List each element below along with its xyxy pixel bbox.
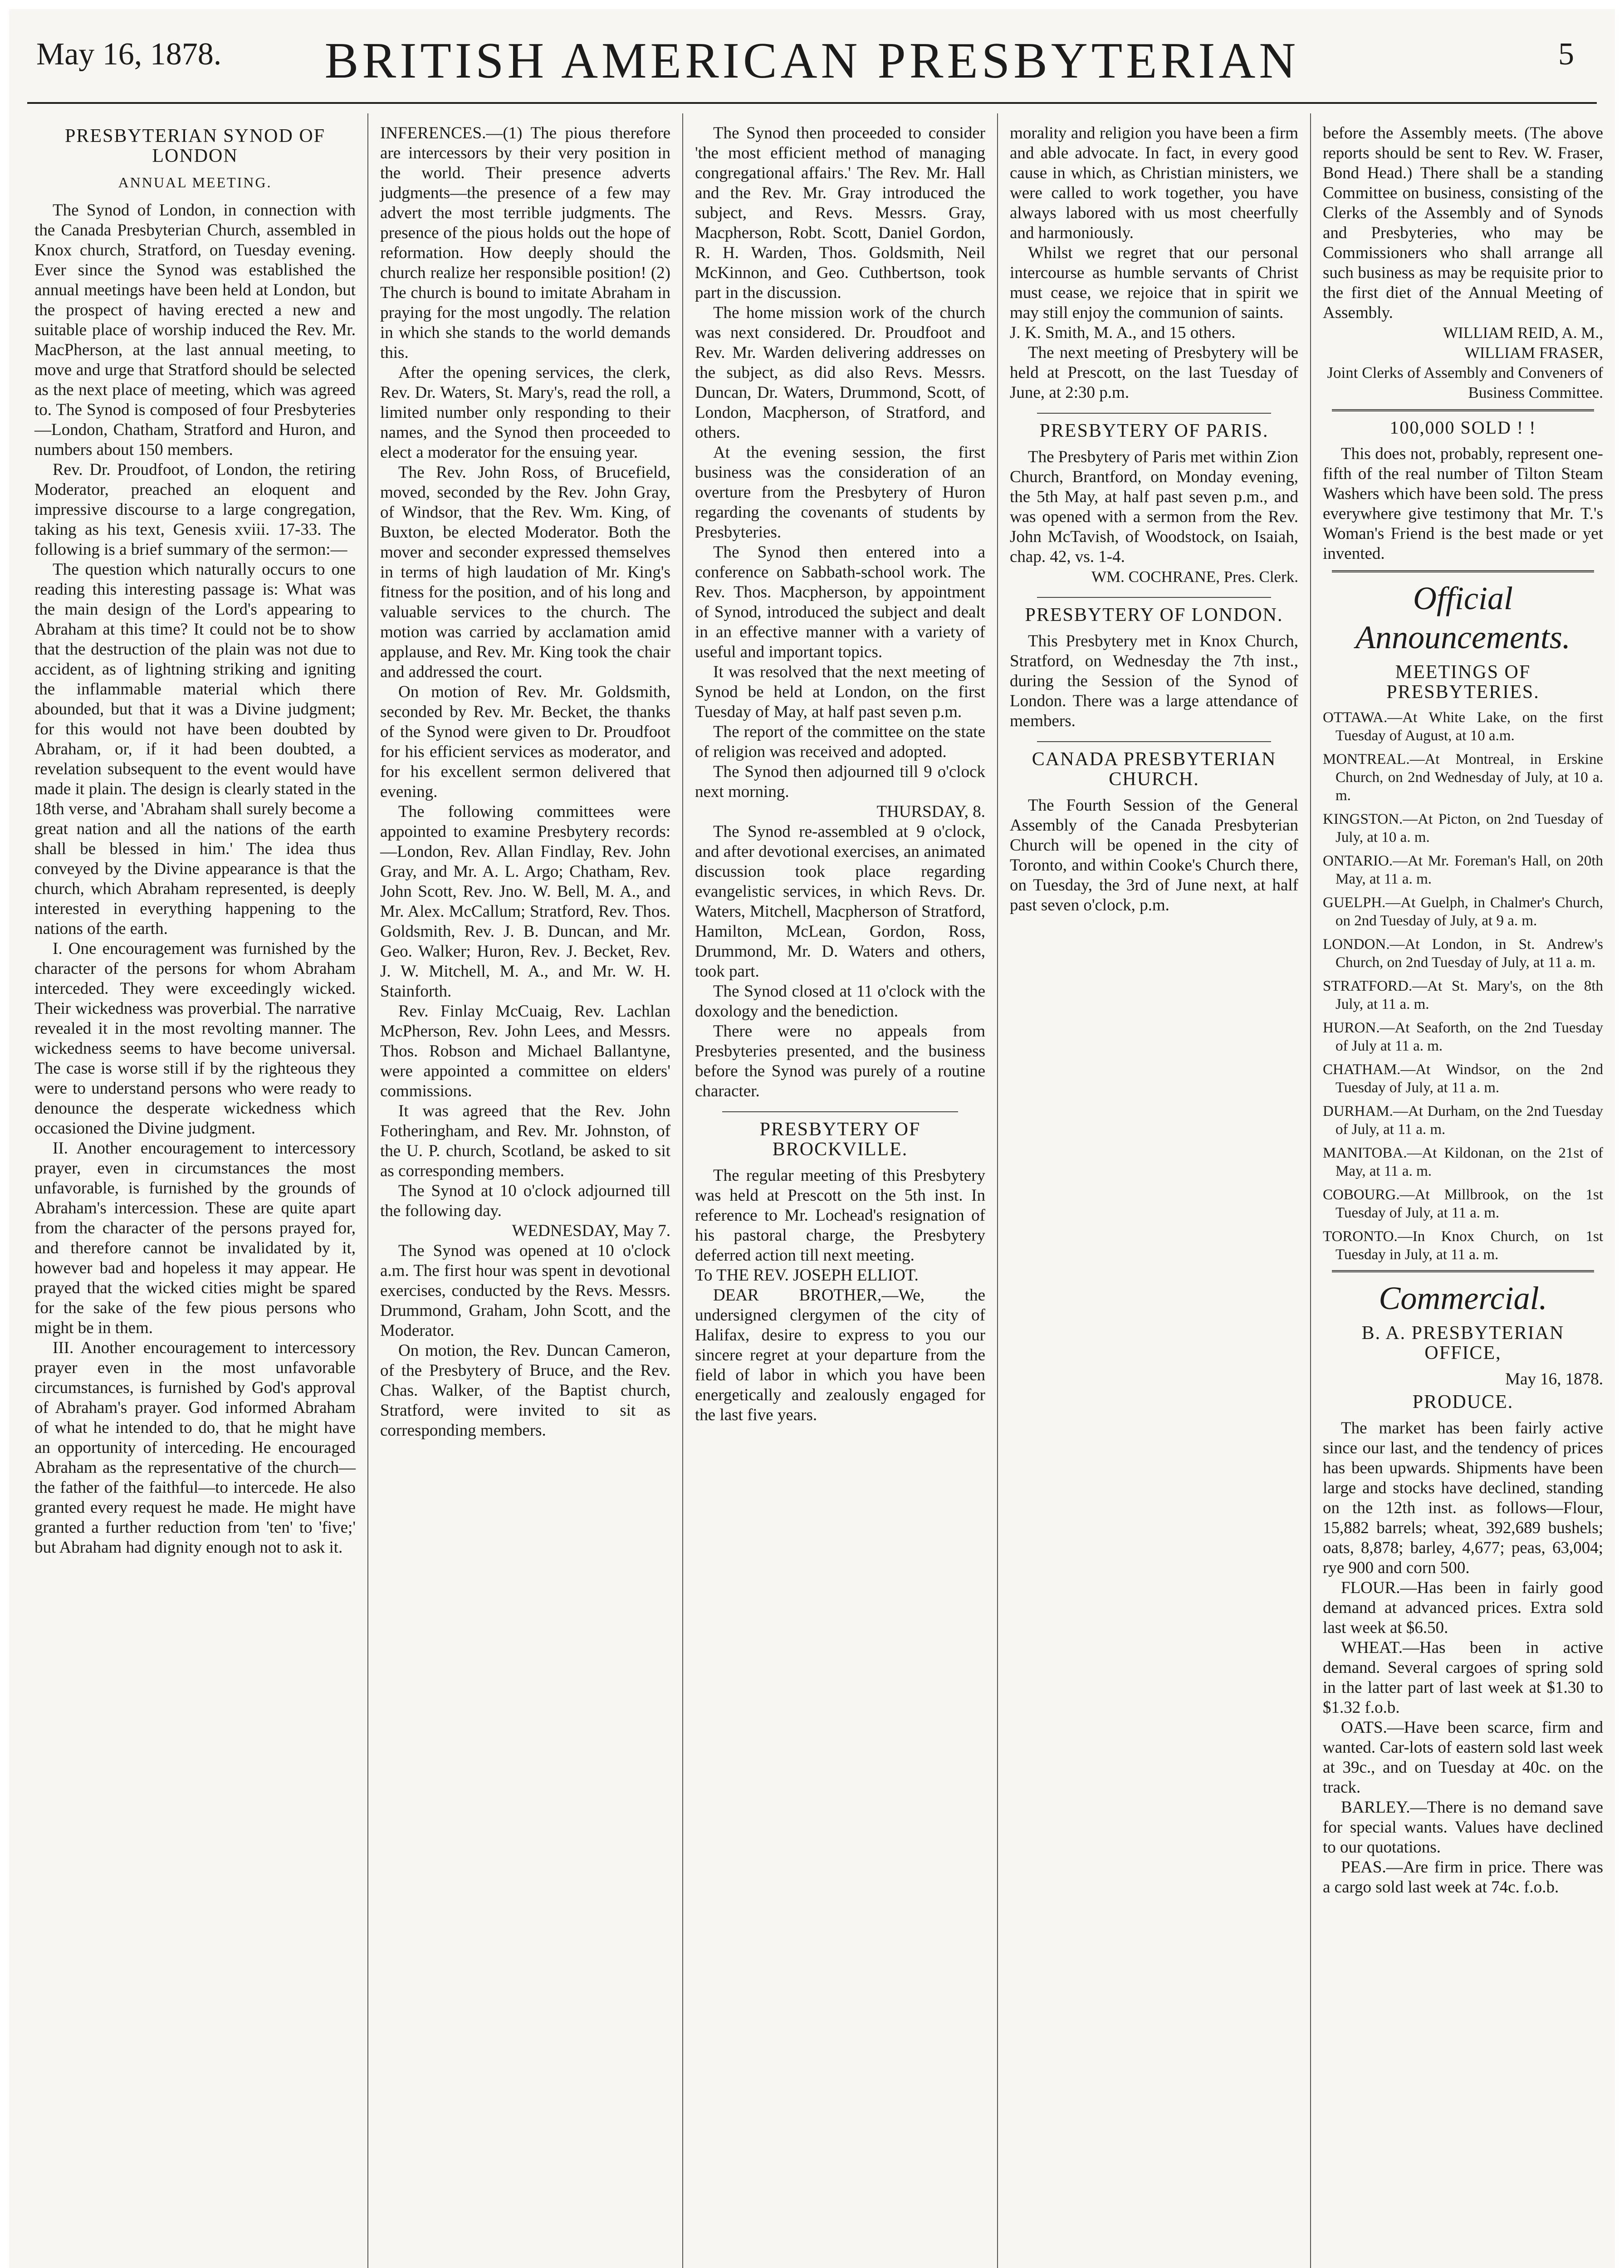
article-paragraph: The Synod was opened at 10 o'clock a.m. The first hour was spent in devotional exercises, conducted by the Revs. Messrs. Drummond, Graham, John Scott, and the Moderator. [380,1242,670,1340]
office-line: B. A. PRESBYTERIAN OFFICE, [1361,1323,1565,1364]
market-paragraph: BARLEY.—There is no demand save for special wants. Values have declined to our quotations. [1323,1798,1603,1857]
section-heading: PRODUCE. [1412,1392,1514,1413]
article-paragraph: At the evening session, the first business was the consideration of an overture from the Presbytery of Huron regarding the covenants of students by Presbyteries. [695,443,985,542]
signature-line: WM. COCHRANE, Pres. Clerk. [1091,568,1298,586]
market-paragraph: WHEAT.—Has been in active demand. Several cargoes of spring sold in the latter part of last week at $1.30 to $1.32 f.o.b. [1323,1638,1603,1717]
signature-line: WILLIAM REID, A. M., [1443,324,1603,342]
meeting-entry: STRATFORD.—At St. Mary's, on the 8th July, at 11 a. m. [1323,978,1603,1012]
article-paragraph: The Rev. John Ross, of Brucefield, moved, seconded by the Rev. John Gray, of Windsor, that the Rev. Wm. King, of Buxton, be elected Moderator. Both the mover and seconder expressed themselves in terms of high laudation of Mr. King's fitness for the position, and of his long and valuable services to the church. The motion was carried by acclamation amid applause, and Rev. Mr. King took the chair and addressed the court. [380,463,670,681]
article-paragraph: There were no appeals from Presbyteries presented, and the business before the Synod was purely of a routine character. [695,1022,985,1100]
meeting-entry: COBOURG.—At Millbrook, on the 1st Tuesday of July, at 11 a. m. [1323,1187,1603,1221]
article-paragraph: On motion, the Rev. Duncan Cameron, of the Presbytery of Bruce, and the Rev. Chas. Walker, of the Baptist church, Stratford, were invited to sit as corresponding members. [380,1341,670,1440]
article-paragraph: The Synod then adjourned till 9 o'clock next morning. [695,763,985,801]
article-paragraph: The question which naturally occurs to one reading this interesting passage is: What was the main design of the Lord's appearing to Abraham at this time? It could not be to show that the destruction of the plain was not due to accident, as of lightning striking and igniting the inflammable material which there abounded, but that it was a Divine judgment; for this would not have been doubted by Abraham, or, if it had been doubted, a revelation subsequent to the event would have made it plain. The design is clearly stated in the 18th verse, and 'Abraham shall surely become a great nation and all the nations of the earth shall be blessed in him.' The idea thus conveyed by the Divine appearance is that the church, which Abraham represented, is deeply interested in everything happening to the nations of the earth. [34,560,356,938]
section-rule [1332,570,1594,572]
section-heading: PRESBYTERY OF LONDON. [1025,605,1283,626]
article-paragraph: The Synod at 10 o'clock adjourned till the following day. [380,1182,670,1220]
advert-paragraph: This does not, probably, represent one-fifth of the real number of Tilton Steam Washers which have been sold. The press everywhere give testimony that Mr. T.'s Woman's Friend is the best made or yet invented. [1323,445,1603,563]
section-rule [1037,741,1271,742]
article-subheading: ANNUAL MEETING. [118,174,272,191]
article-paragraph: The Synod then entered into a conference on Sabbath-school work. The Rev. Thos. Macpherson, by appointment of Synod, introduced the subject and dealt in an effective manner with a variety of useful and important topics. [695,543,985,661]
section-banner: Official Announcements. [1355,580,1570,655]
article-paragraph: INFERENCES.—(1) The pious therefore are intercessors by their very position in the world. Their presence adverts judgments—the presence of a few may advert the most terrible judgments. The presence of the pious holds out the hope of reformation. How deeply should the church realize her responsible position! (2) The church is bound to imitate Abraham in praying for the most ungodly. The relation in which she stands to the world demands this. [380,124,670,362]
article-heading: PRESBYTERIAN SYNOD OF LONDON [64,126,326,166]
dateline: WEDNESDAY, May 7. [512,1222,670,1240]
meeting-entry: DURHAM.—At Durham, on the 2nd Tuesday of July, at 11 a. m. [1323,1103,1603,1138]
meetings-list [1323,709,1603,1264]
meeting-entry: LONDON.—At London, in St. Andrew's Church, on 2nd Tuesday of July, at 11 a. m. [1323,936,1603,971]
section-heading: CANADA PRESBYTERIAN CHURCH. [1032,749,1277,790]
section-rule [1332,409,1594,411]
column-5 [1310,113,1615,2268]
market-paragraph: FLOUR.—Has been in fairly good demand at advanced prices. Extra sold last week at $6.50. [1323,1579,1603,1637]
section-heading: PRESBYTERY OF PARIS. [1039,420,1269,441]
article-paragraph: I. One encouragement was furnished by the character of the persons for whom Abraham interceded. They were exceedingly wicked. Their wickedness was proverbial. The narrative revealed it in the most revolting manner. The wickedness seems to have become universal. The case is worse still if by the righteous they were to understand persons who were ready to denounce the desperate wickedness which occasioned the Divine judgment. [34,939,356,1138]
advert-heading: 100,000 SOLD ! ! [1389,417,1536,438]
dateline: May 16, 1878. [1505,1370,1603,1388]
meeting-entry: MANITOBA.—At Kildonan, on the 21st of May, at 11 a. m. [1323,1145,1603,1179]
letter-salutation: To THE REV. JOSEPH ELLIOT. [695,1266,919,1285]
market-paragraph: OATS.—Have been scarce, firm and wanted. Car-lots of eastern sold last week at 39c., and on Tuesday at 40c. on the track. [1323,1718,1603,1797]
issue-date: May 16, 1878. [36,37,222,72]
signature-line: Joint Clerks of Assembly and Conveners of Business Committee. [1327,364,1603,401]
article-paragraph: III. Another encouragement to intercessory prayer even in the most unfavorable circumstances, is furnished by God's approval of Abraham's prayer. God informed Abraham of what he intended to do, that he might have an opportunity of interceding. He encouraged Abraham as the representative of the church—the father of the faithful—to intercede. He also granted every request he made. He might have granted a further reduction from 'ten' to 'five;' but Abraham had dignity enough not to ask it. [34,1339,356,1557]
article-paragraph: morality and religion you have been a firm and able advocate. In fact, in every good cause in which, as Christian ministers, we were called to work together, you have always labored with us most cheerfully and harmoniously. [1010,124,1298,242]
meeting-entry: OTTAWA.—At White Lake, on the first Tuesday of August, at 10 a.m. [1323,709,1603,744]
newspaper-title: BRITISH AMERICAN PRESBYTERIAN [324,33,1300,89]
section-rule [1332,1270,1594,1272]
column-2 [367,113,682,2268]
signature-line: J. K. Smith, M. A., and 15 others. [1010,323,1236,342]
meeting-entry: GUELPH.—At Guelph, in Chalmer's Church, on 2nd Tuesday of July, at 9 a. m. [1323,894,1603,929]
meeting-entry: KINGSTON.—At Picton, on 2nd Tuesday of July, at 10 a. m. [1323,811,1603,846]
market-paragraph: The market has been fairly active since our last, and the tendency of prices has been upwards. Shipments have been large and stocks have declined, standing on the 12th inst. as follows—Flour, 15,882 barrels; wheat, 392,689 bushels; oats, 8,878; barley, 4,677; peas, 63,004; rye 900 and corn 500. [1323,1419,1603,1577]
newspaper-page [9,9,1615,2268]
article-paragraph: The Synod re-assembled at 9 o'clock, and after devotional exercises, an animated discussion took place regarding evangelistic services, in which Revs. Dr. Waters, Mitchell, Macpherson of Stratford, Hamilton, McLean, Gordon, Ross, Drummond, Mr. D. Waters and others, took part. [695,822,985,981]
article-paragraph: The report of the committee on the state of religion was received and adopted. [695,723,985,761]
article-paragraph: Whilst we regret that our personal intercourse as humble servants of Christ must cease, we rejoice that in spirit we may still enjoy the communion of saints. [1010,244,1298,322]
meeting-entry: TORONTO.—In Knox Church, on 1st Tuesday in July, at 11 a. m. [1323,1228,1603,1263]
signature-line: WILLIAM FRASER, [1464,344,1603,362]
market-paragraph: PEAS.—Are firm in price. There was a cargo sold last week at 74c. f.o.b. [1323,1858,1603,1897]
article-paragraph: The following committees were appointed to examine Presbytery records:—London, Rev. Allan Findlay, Rev. John Gray, and Mr. A. L. Argo; Chatham, Rev. John Scott, Rev. Jno. W. Bell, M. A., and Mr. Alex. McCallum; Stratford, Rev. Thos. Goldsmith, Rev. J. B. Duncan, and Mr. Geo. Walker; Huron, Rev. J. Becket, Rev. J. W. Mitchell, M. A., and Mr. W. H. Stainforth. [380,802,670,1001]
article-paragraph: The regular meeting of this Presbytery was held at Prescott on the 5th inst. In reference to Mr. Lochead's resignation of his pastoral charge, the Presbytery deferred action till next meeting. [695,1166,985,1265]
masthead-rule [27,102,1597,104]
meeting-entry: CHATHAM.—At Windsor, on the 2nd Tuesday of July, at 11 a. m. [1323,1061,1603,1096]
article-paragraph: before the Assembly meets. (The above reports should be sent to Rev. W. Fraser, Bond Head.) There shall be a standing Committee on business, consisting of the Clerks of the Assembly and of Synods and Presbyteries, who may be Commissioners who shall arrange all such business as may be requisite prior to the first diet of the Annual Meeting of Assembly. [1323,124,1603,322]
article-paragraph: After the opening services, the clerk, Rev. Dr. Waters, St. Mary's, read the roll, a limited number only responding to their names, and the Synod then proceeded to elect a moderator for the ensuing year. [380,363,670,462]
article-paragraph: The home mission work of the church was next considered. Dr. Proudfoot and Rev. Mr. Warden delivering addresses on the subject, as did also Revs. Messrs. Duncan, Dr. Waters, Drummond, Scott, of London, Macpherson, of Stratford, and others. [695,303,985,442]
column-4 [997,113,1310,2268]
meeting-entry: HURON.—At Seaforth, on the 2nd Tuesday of July at 11 a. m. [1323,1020,1603,1054]
article-paragraph: Rev. Finlay McCuaig, Rev. Lachlan McPherson, Rev. John Lees, and Messrs. Thos. Robson and Michael Ballantyne, were appointed a committee on elders' commissions. [380,1002,670,1100]
article-paragraph: Rev. Dr. Proudfoot, of London, the retiring Moderator, preached an eloquent and impressive discourse to a large congregation, taking as his text, Genesis xviii. 17-33. The following is a brief summary of the sermon:— [34,460,356,559]
article-paragraph: It was resolved that the next meeting of Synod be held at London, on the first Tuesday of May, at half past seven p.m. [695,663,985,721]
section-rule [1037,413,1271,414]
column-1 [23,113,367,2268]
masthead [9,9,1615,113]
article-paragraph: II. Another encouragement to intercessory prayer, even in circumstances the most unfavorable, is furnished by the grounds of Abraham's intercession. These are quite apart from the character of the persons prayed for, and therefore cannot be invalidated by it, however bad and hopeless it may appear. He prayed that the wicked cities might be spared for the sake of the few pious persons who might be in them. [34,1139,356,1337]
section-banner: Commercial. [1379,1280,1547,1316]
article-paragraph: The Presbytery of Paris met within Zion Church, Brantford, on Monday evening, the 5th May, at half past seven p.m., and was opened with a sermon from the Rev. John McTavish, of Woodstock, on Isaiah, chap. 42, vs. 1-4. [1010,448,1299,566]
column-3 [682,113,997,2268]
article-paragraph: DEAR BROTHER,—We, the undersigned clergymen of the city of Halifax, desire to express to you our sincere regret at your departure from the field of labor in which you have been energetically and zealously engaged for the last five years. [695,1286,985,1424]
article-paragraph: The Synod closed at 11 o'clock with the doxology and the benediction. [695,982,985,1021]
section-heading: MEETINGS OF PRESBYTERIES. [1386,662,1540,703]
article-paragraph: The Synod of London, in connection with the Canada Presbyterian Church, assembled in Knox church, Stratford, on Tuesday evening. Ever since the Synod was established the annual meetings have been held at London, but the prospect of having erected a new and suitable place of worship induced the Rev. Mr. MacPherson, at the last annual meeting, to move and urge that Stratford should be selected as the next place of meeting, which was agreed to. The Synod is composed of four Presbyteries—London, Chatham, Stratford and Huron, and numbers about 150 members. [34,201,356,459]
page-number: 5 [1558,37,1574,72]
meeting-entry: MONTREAL.—At Montreal, in Erskine Church, on 2nd Wednesday of July, at 10 a. m. [1323,751,1603,804]
article-paragraph: The Synod then proceeded to consider 'the most efficient method of managing congregational affairs.' The Rev. Mr. Hall and the Rev. Mr. Gray introduced the subject, and Revs. Messrs. Gray, Macpherson, Robt. Scott, Daniel Gordon, R. H. Warden, Thos. Goldsmith, Neil McKinnon, and Geo. Cuthbertson, took part in the discussion. [695,124,985,302]
article-paragraph: This Presbytery met in Knox Church, Stratford, on Wednesday the 7th inst., during the Session of the Synod of London. There was a large attendance of members. [1010,632,1298,730]
article-paragraph: On motion of Rev. Mr. Goldsmith, seconded by Rev. Mr. Becket, the thanks of the Synod were given to Dr. Proudfoot for his efficient services as moderator, and for his excellent sermon delivered that evening. [380,683,670,801]
article-paragraph: The next meeting of Presbytery will be held at Prescott, on the last Tuesday of June, at 2:30 p.m. [1010,343,1298,402]
section-heading: PRESBYTERY OF BROCKVILLE. [759,1119,921,1160]
dateline: THURSDAY, 8. [876,802,985,821]
section-rule [722,1111,958,1112]
meeting-entry: ONTARIO.—At Mr. Foreman's Hall, on 20th May, at 11 a. m. [1323,853,1603,887]
section-rule [1037,597,1271,598]
article-paragraph: It was agreed that the Rev. John Fotheringham, and Rev. Mr. Johnston, of the U. P. church, Scotland, be asked to sit as corresponding members. [380,1102,670,1180]
article-paragraph: The Fourth Session of the General Assembly of the Canada Presbyterian Church will be opened in the city of Toronto, and within Cooke's Church there, on Tuesday, the 3rd of June next, at half past seven o'clock, p.m. [1010,796,1298,914]
